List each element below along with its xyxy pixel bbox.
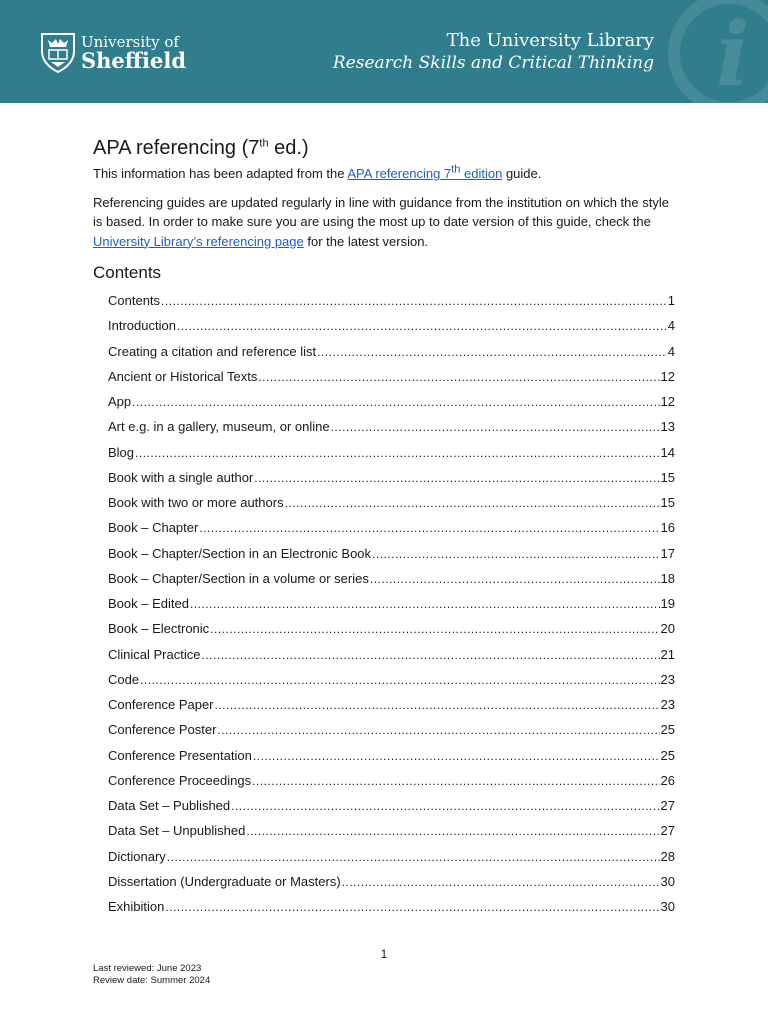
toc-entry-title: Dictionary — [108, 848, 166, 864]
toc-dot-leader — [161, 289, 667, 314]
toc-entry[interactable] — [108, 894, 675, 919]
toc-entry[interactable] — [108, 288, 675, 313]
toc-entry-title: Blog — [108, 444, 135, 460]
toc-entry-title: Book – Electronic — [108, 621, 210, 637]
toc-entry-page: 13 — [660, 419, 675, 435]
toc-entry-title: Contents — [108, 293, 161, 308]
toc-entry[interactable] — [108, 591, 675, 616]
toc-entry-page: 27 — [660, 798, 675, 813]
header-banner — [0, 0, 768, 103]
toc-entry-page: 30 — [660, 873, 675, 889]
toc-entry-page: 4 — [667, 343, 675, 359]
toc-entry[interactable] — [108, 818, 675, 843]
apa-link-end: edition — [460, 166, 503, 181]
toc-dot-leader — [317, 340, 667, 365]
toc-entry-page: 12 — [660, 394, 675, 409]
toc-entry-page: 27 — [660, 823, 675, 839]
toc-entry-title: Book – Chapter/Section in a volume or series — [108, 570, 369, 586]
toc-entry[interactable] — [108, 440, 675, 465]
intro-text-after: guide. — [502, 166, 542, 181]
toc-dot-leader — [254, 466, 659, 491]
toc-entry[interactable] — [108, 692, 675, 717]
toc-entry-page: 17 — [660, 545, 675, 561]
update-text-after: for the latest version. — [303, 233, 429, 249]
toc-dot-leader — [210, 617, 659, 642]
toc-entry[interactable] — [108, 768, 675, 793]
intro-paragraph — [93, 164, 675, 184]
toc-entry-page: 1 — [667, 293, 675, 308]
toc-entry[interactable] — [108, 566, 675, 591]
toc-dot-leader — [370, 567, 660, 592]
toc-entry-title: Conference Presentation — [108, 747, 252, 763]
toc-entry[interactable] — [108, 414, 675, 439]
toc-entry[interactable] — [108, 490, 675, 515]
toc-dot-leader — [135, 441, 660, 466]
toc-entry-page: 4 — [667, 318, 675, 334]
university-logo[interactable] — [40, 31, 187, 75]
toc-dot-leader — [215, 693, 660, 718]
toc-entry-page: 12 — [660, 368, 675, 384]
toc-dot-leader — [246, 819, 659, 844]
toc-entry[interactable] — [108, 541, 675, 566]
toc-entry-page: 20 — [660, 621, 675, 637]
toc-entry-title: Book with a single author — [108, 469, 254, 485]
toc-dot-leader — [165, 895, 659, 920]
review-date: Review date: Summer 2024 — [93, 975, 211, 986]
title-main: APA referencing (7 — [93, 137, 260, 159]
toc-dot-leader — [342, 870, 660, 895]
toc-entry-title: Code — [108, 671, 140, 687]
toc-entry-page: 26 — [660, 772, 675, 788]
toc-entry-page: 28 — [660, 848, 675, 864]
page-title — [93, 134, 675, 162]
university-name-line2: Sheffield — [81, 48, 187, 73]
toc-entry[interactable] — [108, 743, 675, 768]
toc-entry[interactable] — [108, 313, 675, 338]
toc-entry[interactable] — [108, 793, 675, 818]
referencing-page-link[interactable]: University Library’s referencing page — [93, 233, 304, 249]
toc-entry-title: Data Set – Published — [108, 798, 231, 813]
intro-text-before: This information has been adapted from the — [93, 166, 348, 181]
toc-entry-title: Conference Proceedings — [108, 772, 252, 788]
contents-heading: Contents — [93, 263, 162, 282]
toc-entry-page: 14 — [660, 444, 675, 460]
document-body — [93, 134, 675, 919]
toc-dot-leader — [217, 718, 659, 743]
toc-entry-title: App — [108, 394, 132, 409]
shield-crest-icon — [40, 31, 76, 73]
toc-dot-leader — [190, 592, 660, 617]
toc-entry[interactable] — [108, 339, 675, 364]
toc-entry-page: 18 — [660, 570, 675, 586]
toc-entry-title: Exhibition — [108, 899, 165, 914]
toc-entry[interactable] — [108, 869, 675, 894]
toc-entry-title: Data Set – Unpublished — [108, 823, 246, 839]
title-superscript: th — [259, 137, 269, 150]
toc-entry-page: 15 — [660, 495, 675, 510]
info-icon: i — [716, 2, 750, 103]
toc-entry-title: Art e.g. in a gallery, museum, or online — [108, 419, 330, 435]
toc-entry-title: Ancient or Historical Texts — [108, 368, 258, 384]
title-end: ed.) — [268, 137, 309, 159]
toc-entry-page: 25 — [660, 722, 675, 738]
toc-entry[interactable] — [108, 844, 675, 869]
toc-entry[interactable] — [108, 642, 675, 667]
toc-entry-title: Creating a citation and reference list — [108, 343, 317, 359]
toc-entry-page: 25 — [660, 747, 675, 763]
toc-entry-page: 23 — [660, 697, 675, 712]
toc-dot-leader — [177, 314, 667, 339]
library-title: The University Library — [446, 30, 654, 51]
toc-entry-title: Book – Edited — [108, 596, 189, 611]
apa-link-main: APA referencing 7 — [347, 166, 452, 181]
toc-dot-leader — [372, 542, 659, 567]
toc-entry-title: Conference Poster — [108, 722, 217, 738]
toc-entry-title: Conference Paper — [108, 697, 214, 712]
toc-entry-page: 23 — [660, 671, 675, 687]
toc-dot-leader — [199, 516, 659, 541]
table-of-contents — [108, 288, 675, 919]
last-reviewed: Last reviewed: June 2023 — [93, 963, 202, 974]
toc-dot-leader — [285, 491, 660, 516]
toc-entry-page: 19 — [660, 596, 675, 611]
toc-dot-leader — [331, 415, 660, 440]
toc-dot-leader — [167, 845, 660, 870]
toc-entry-title: Book with two or more authors — [108, 495, 284, 510]
toc-entry[interactable] — [108, 717, 675, 742]
library-subtitle: Research Skills and Critical Thinking — [332, 53, 654, 73]
toc-entry-page: 15 — [660, 469, 675, 485]
university-name-line1: University of — [81, 33, 179, 51]
toc-entry-title: Introduction — [108, 318, 176, 334]
toc-dot-leader — [253, 744, 660, 769]
toc-entry[interactable] — [108, 364, 675, 389]
toc-entry[interactable] — [108, 389, 675, 414]
toc-entry-page: 16 — [660, 520, 675, 536]
toc-entry-page: 30 — [660, 899, 675, 914]
apa-link-superscript: th — [451, 163, 461, 176]
toc-entry[interactable] — [108, 465, 675, 490]
toc-entry-page: 21 — [660, 646, 675, 662]
toc-entry-title: Book – Chapter — [108, 520, 199, 536]
page-number: 1 — [380, 947, 388, 961]
update-note-paragraph — [93, 193, 675, 252]
update-text-before: Referencing guides are updated regularly in line with guidance from the institution on which the style is based. In order to make sure you are using the most up to date version of this guide, check the — [93, 194, 669, 229]
toc-dot-leader — [140, 668, 659, 693]
toc-entry[interactable] — [108, 616, 675, 641]
toc-entry-title: Book – Chapter/Section in an Electronic Book — [108, 545, 372, 561]
toc-entry[interactable] — [108, 515, 675, 540]
apa-guide-link[interactable] — [347, 163, 503, 181]
toc-entry[interactable] — [108, 667, 675, 692]
toc-dot-leader — [258, 365, 659, 390]
page-footer — [93, 963, 210, 987]
toc-dot-leader — [132, 390, 659, 415]
toc-entry-title: Clinical Practice — [108, 646, 201, 662]
toc-dot-leader — [231, 794, 659, 819]
toc-dot-leader — [201, 643, 659, 668]
toc-entry-title: Dissertation (Undergraduate or Masters) — [108, 873, 341, 889]
toc-dot-leader — [252, 769, 659, 794]
